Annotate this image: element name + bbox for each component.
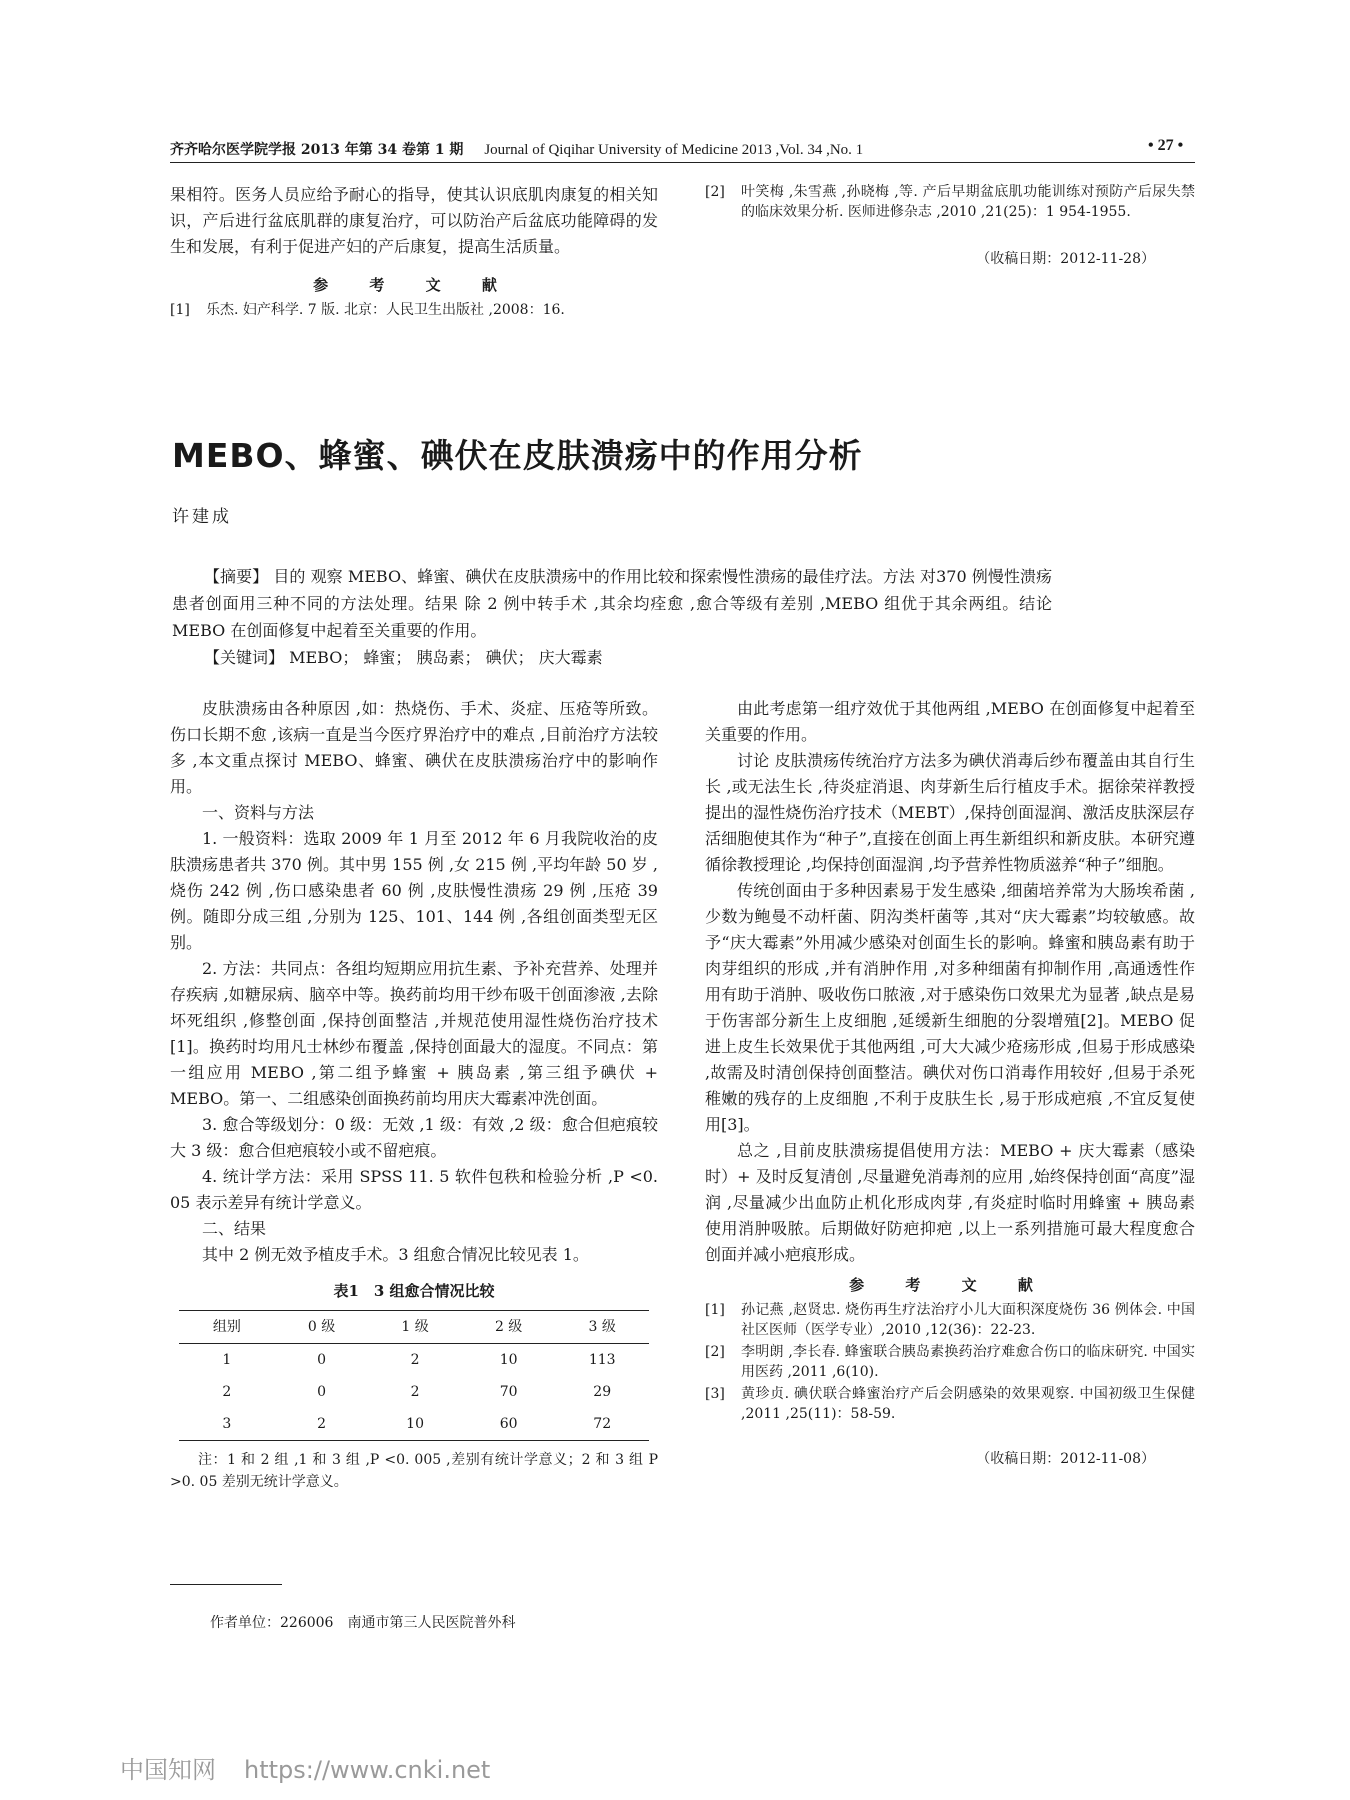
table-note: 注：1 和 2 组 ,1 和 3 组 ,P <0. 005 ,差别有统计学意义；2 和 3 组 P >0. 05 差别无统计学意义。	[170, 1452, 658, 1490]
journal-title-en: Journal of Qiqihar University of Medicine 2013 ,Vol. 34 ,No. 1	[484, 142, 864, 158]
table-header-row	[179, 1311, 649, 1344]
abstract-block	[172, 563, 1052, 671]
body-paragraph: 由此考虑第一组疗效优于其他两组 ,MEBO 在创面修复中起着至关重要的作用。	[705, 699, 1195, 744]
body-left-column	[170, 696, 658, 1493]
table-cell: 2	[410, 1384, 420, 1400]
prev-reference-item	[170, 300, 658, 320]
table-header-cell: 1 级	[401, 1319, 429, 1335]
keywords-text: 【关键词】 MEBO； 蜂蜜； 胰岛素； 碘伏； 庆大霉素	[204, 648, 603, 667]
table-header-cell: 组别	[212, 1319, 241, 1335]
article-author: 许建成	[172, 507, 232, 527]
table-header-cell: 3 级	[588, 1319, 616, 1335]
table-row	[179, 1344, 649, 1377]
table-cell: 2	[317, 1416, 326, 1432]
body-paragraph: 4. 统计学方法：采用 SPSS 11. 5 软件包秩和检验分析 ,P <0. 05 表示差异有统计学意义。	[170, 1167, 658, 1212]
body-paragraph: 1. 一般资料：选取 2009 年 1 月至 2012 年 6 月我院收治的皮肤溃疡患者共 370 例。其中男 155 例 ,女 215 例 ,平均年龄 50 岁 ,烧伤 242 例 ,伤口感染患者 60 例 ,皮肤慢性溃疡 29 例 ,压疮 39 例。随即分成三组 ,分别为 125、101、144 例 ,各组创面类型无区别。	[170, 829, 658, 952]
article-title: MEBO、蜂蜜、碘伏在皮肤溃疡中的作用分析	[172, 436, 863, 475]
journal-title-cn: 齐齐哈尔医学院学报 2013 年第 34 卷第 1 期	[170, 142, 464, 158]
table-row	[179, 1408, 649, 1441]
cnki-url[interactable]: https://www.cnki.net	[244, 1756, 491, 1784]
body-paragraph: 总之 ,目前皮肤溃疡提倡使用方法：MEBO + 庆大霉素（感染时）+ 及时反复清创 ,尽量避免消毒剂的应用 ,始终保持创面“高度”湿润 ,尽量减少出血防止机化形成肉芽 ,有炎症时临时用蜂蜜 + 胰岛素使用消肿吸脓。后期做好防疤抑疤 ,以上一系列措施可最大程度愈合创面并减小疤痕形成。	[705, 1141, 1195, 1264]
ref-number: [2]	[705, 1344, 725, 1360]
table-cell: 60	[499, 1416, 518, 1432]
cnki-site-name: 中国知网	[120, 1756, 216, 1784]
results-table	[179, 1310, 649, 1441]
body-paragraph: 传统创面由于多种因素易于发生感染 ,细菌培养常为大肠埃希菌 ,少数为鲍曼不动杆菌、阴沟类杆菌等 ,其对“庆大霉素”均较敏感。故予“庆大霉素”外用减少感染对创面生长的影响。蜂蜜和胰岛素有助于肉芽组织的形成 ,并有消肿作用 ,对多种细菌有抑制作用 ,高通透性作用有助于消肿、吸收伤口脓液 ,对于感染伤口效果尤为显著 ,缺点是易于伤害部分新生上皮细胞 ,延缓新生细胞的分裂增殖[2]。MEBO 促进上皮生长效果优于其他两组 ,可大大减少疮疡形成 ,但易于形成感染 ,故需及时清创保持创面整洁。碘伏对伤口消毒作用较好 ,但易于杀死稚嫩的残存的上皮细胞 ,不利于皮肤生长 ,易于形成疤痕 ,不宜反复使用[3]。	[705, 881, 1195, 1134]
ref-text: 叶笑梅 ,朱雪燕 ,孙晓梅 ,等. 产后早期盆底肌功能训练对预防产后尿失禁的临床效果分析. 医师进修杂志 ,2010 ,21(25)：1 954-1955.	[741, 184, 1195, 220]
ref-text: 孙记燕 ,赵贤忠. 烧伤再生疗法治疗小儿大面积深度烧伤 36 例体会. 中国社区医师（医学专业）,2010 ,12(36)：22-23.	[741, 1302, 1195, 1338]
received-date: （收稿日期：2012-11-08）	[976, 1451, 1155, 1467]
prev-refs-heading: 参 考 文 献	[313, 276, 515, 294]
body-paragraph: 皮肤溃疡由各种原因 ,如：热烧伤、手术、炎症、压疮等所致。伤口长期不愈 ,该病一直是当今医疗界治疗中的难点 ,目前治疗方法较多 ,本文重点探讨 MEBO、蜂蜜、碘伏在皮肤溃疡治疗中的影响作用。	[170, 699, 658, 796]
table-cell: 113	[588, 1352, 616, 1368]
body-paragraph: 3. 愈合等级划分：0 级：无效 ,1 级：有效 ,2 级：愈合但疤痕较大 3 级：愈合但疤痕较小或不留疤痕。	[170, 1115, 658, 1160]
prev-article-text: 果相符。医务人员应给予耐心的指导，使其认识底肌肉康复的相关知识，产后进行盆底肌群的康复治疗，可以防治产后盆底功能障碍的发生和发展，有利于促进产妇的产后康复，提高生活质量。	[170, 185, 658, 256]
ref-number: [3]	[705, 1386, 725, 1402]
ref-number: [2]	[705, 184, 725, 200]
table-row	[179, 1376, 649, 1408]
table-cell: 2	[410, 1352, 420, 1368]
table-cell: 2	[222, 1384, 232, 1400]
ref-number: [1]	[705, 1302, 725, 1318]
table-cell: 0	[317, 1384, 326, 1400]
section-heading: 一、资料与方法	[202, 803, 315, 822]
table-cell: 72	[593, 1416, 612, 1432]
page-number: • 27 •	[1148, 137, 1184, 154]
ref-text: 李明朗 ,李长春. 蜂蜜联合胰岛素换药治疗难愈合伤口的临床研究. 中国实用医药 ,2011 ,6(10).	[741, 1344, 1195, 1380]
table-cell: 10	[499, 1352, 518, 1368]
body-paragraph: 讨论 皮肤溃疡传统治疗方法多为碘伏消毒后纱布覆盖由其自行生长 ,或无法生长 ,待炎症消退、肉芽新生后行植皮手术。据徐荣祥教授提出的湿性烧伤治疗技术（MEBT）,保持创面湿润、激活皮肤深层存活细胞使其作为“种子”,直接在创面上再生新组织和新皮肤。本研究遵循徐教授理论 ,均保持创面湿润 ,均予营养性物质滋养“种子”细胞。	[705, 751, 1195, 874]
body-paragraph: 2. 方法：共同点：各组均短期应用抗生素、予补充营养、处理并存疾病 ,如糖尿病、脑卒中等。换药前均用干纱布吸干创面渗液 ,去除坏死组织 ,修整创面 ,保持创面整洁 ,并规范使用湿性烧伤治疗技术[1]。换药时均用凡士林纱布覆盖 ,保持创面最大的湿度。不同点：第一组应用 MEBO ,第二组予蜂蜜 + 胰岛素 ,第三组予碘伏 + MEBO。第一、二组感染创面换药前均用庆大霉素冲洗创面。	[170, 959, 658, 1108]
table-cell: 29	[593, 1384, 612, 1400]
prev-reference-item	[705, 182, 1195, 222]
table-header-cell: 0 级	[307, 1319, 336, 1335]
table-cell: 0	[317, 1352, 326, 1368]
ref-text: 乐杰. 妇产科学. 7 版. 北京：人民卫生出版社 ,2008：16.	[206, 302, 565, 318]
abstract-text: 【摘要】 目的 观察 MEBO、蜂蜜、碘伏在皮肤溃疡中的作用比较和探索慢性溃疡的最佳疗法。方法 对370 例慢性溃疡患者创面用三种不同的方法处理。结果 除 2 例中转手术 ,其余均痊愈 ,愈合等级有差别 ,MEBO 组优于其余两组。结论 MEBO 在创面修复中起着至关重要的作用。	[172, 567, 1052, 640]
section-heading: 二、结果	[202, 1219, 267, 1238]
ref-text: 黄珍贞. 碘伏联合蜂蜜治疗产后会阴感染的效果观察. 中国初级卫生保健 ,2011 ,25(11)：58-59.	[741, 1386, 1195, 1422]
reference-item	[705, 1384, 1195, 1424]
footnote-rule	[170, 1584, 282, 1585]
author-affiliation: 作者单位：226006 南通市第三人民医院普外科	[210, 1615, 516, 1631]
body-right-column	[705, 696, 1195, 1472]
running-header	[170, 139, 863, 159]
table-caption: 表1 3 组愈合情况比较	[333, 1282, 495, 1300]
table-cell: 3	[222, 1416, 232, 1432]
header-rule	[170, 162, 1195, 163]
reference-item	[705, 1300, 1195, 1340]
body-paragraph: 其中 2 例无效予植皮手术。3 组愈合情况比较见表 1。	[202, 1245, 589, 1264]
table-cell: 70	[499, 1384, 518, 1400]
table-cell: 10	[406, 1416, 424, 1432]
prev-article-left-column	[170, 182, 658, 322]
cnki-watermark	[120, 1750, 490, 1785]
reference-item	[705, 1342, 1195, 1382]
ref-number: [1]	[170, 302, 190, 318]
refs-heading: 参 考 文 献	[849, 1276, 1051, 1294]
prev-article-right-column	[705, 182, 1195, 272]
prev-received-date: （收稿日期：2012-11-28）	[976, 251, 1155, 267]
table-header-cell: 2 级	[494, 1319, 523, 1335]
table-cell: 1	[222, 1352, 232, 1368]
